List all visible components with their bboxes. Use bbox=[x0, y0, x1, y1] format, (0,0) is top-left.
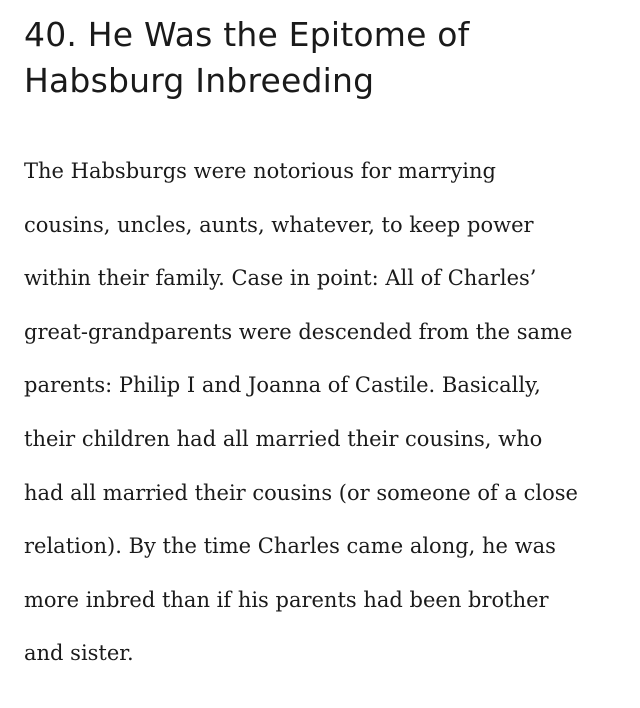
body-line: parents: Philip I and Joanna of Castile. Basically, bbox=[24, 373, 541, 398]
article-heading bbox=[24, 12, 624, 104]
body-line: more inbred than if his parents had been brother bbox=[24, 587, 549, 612]
body-line: within their family. Case in point: All of Charles’ bbox=[24, 266, 537, 291]
heading-line: Habsburg Inbreeding bbox=[24, 61, 375, 100]
article-body bbox=[24, 145, 624, 681]
article bbox=[24, 12, 624, 681]
body-line: their children had all married their cousins, who bbox=[24, 426, 543, 451]
body-line: and sister. bbox=[24, 641, 134, 666]
body-line: had all married their cousins (or someone of a close bbox=[24, 480, 578, 505]
body-line: cousins, uncles, aunts, whatever, to keep power bbox=[24, 212, 534, 237]
body-line: relation). By the time Charles came along, he was bbox=[24, 534, 556, 559]
heading-line: 40. He Was the Epitome of bbox=[24, 15, 470, 54]
body-line: The Habsburgs were notorious for marrying bbox=[24, 159, 496, 183]
body-line: great-grandparents were descended from the same bbox=[24, 319, 573, 344]
